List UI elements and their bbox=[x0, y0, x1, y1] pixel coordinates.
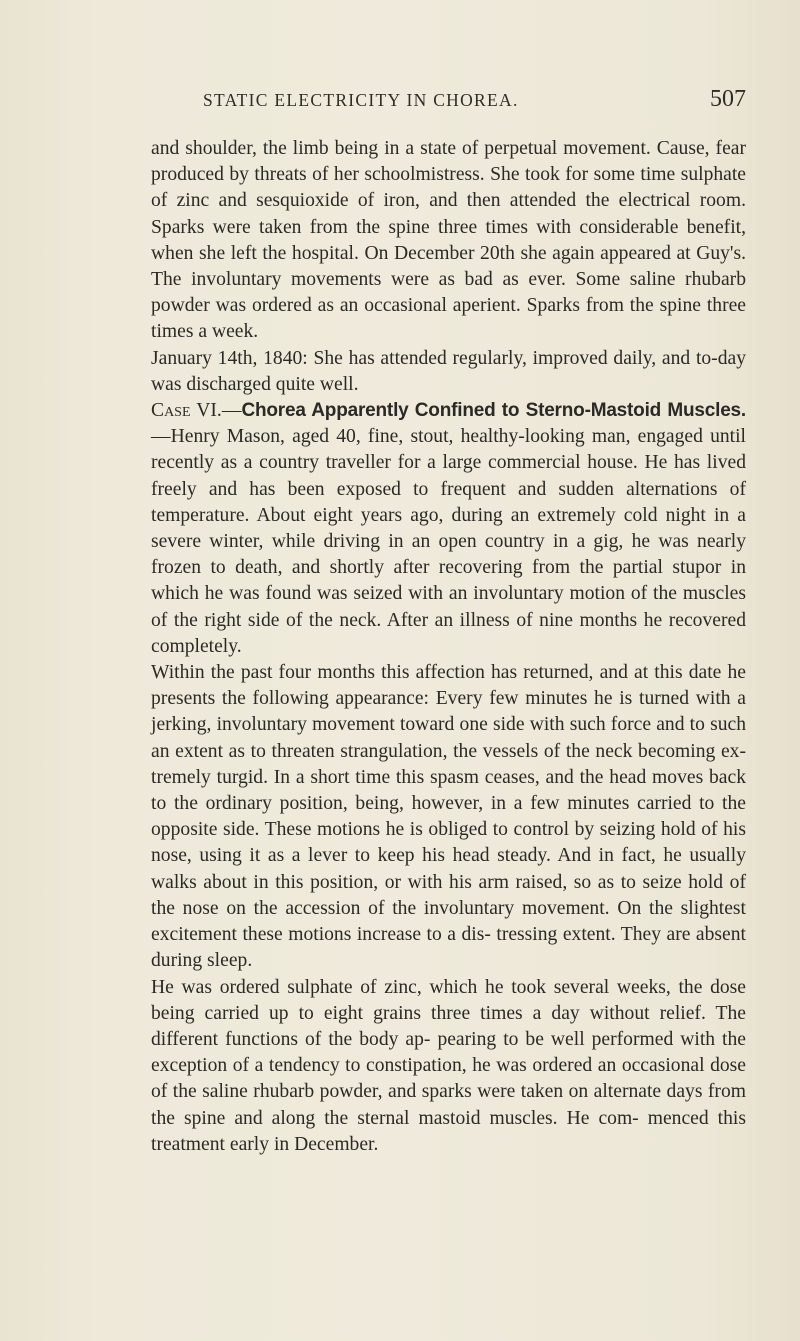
paragraph-4: Within the past four months this affection has returned, and at this date he presents the following appearance: Every few minutes he is turned with a jerking, involuntary movement toward one side with such force and to such an extent as to threaten strangulation, the vessels of the neck becoming ex- tremely turgid. In a short time this spasm ceases, and the head moves back to the ordinary position, being, however, in a few minutes carried to the opposite side. These motions he is obliged to control by seizing hold of his nose, using it as a lever to keep his head steady. And in fact, he usually walks about in this position, or with his arm raised, so as to seize hold of the nose on the accession of the involuntary movement. On the slightest excitement these motions increase to a dis- tressing extent. They are absent during sleep. bbox=[151, 662, 746, 972]
case-dash: — bbox=[221, 400, 242, 422]
body-text bbox=[151, 136, 746, 1158]
paragraph-3 bbox=[151, 398, 746, 660]
paragraph-5: He was ordered sulphate of zinc, which he took several weeks, the dose being carried up to eight grains three times a day without relief. The different functions of the body ap- pearing to be well performed with the exception of a tendency to constipation, he was ordered an occasional dose of the saline rhubarb powder, and sparks were taken on alternate days from the spine and along the sternal mastoid muscles. He com- menced this treatment early in December. bbox=[151, 976, 746, 1155]
paragraph-2: January 14th, 1840: She has attended regularly, improved daily, and to-day was discharged quite well. bbox=[151, 347, 746, 395]
case-text: —Henry Mason, aged 40, fine, stout, healthy-looking man, engaged until recently as a country traveller for a large commercial house. He has lived freely and has been exposed to frequent and sudden alternations of temperature. About eight years ago, during an extremely cold night in a severe winter, while driving in an open country in a gig, he was nearly frozen to death, and shortly after recovering from the partial stupor in which he was found was seized with an involuntary motion of the muscles of the right side of the neck. After an illness of nine months he recovered completely. bbox=[151, 426, 746, 657]
page-number: 507 bbox=[710, 86, 746, 112]
case-label: Case VI. bbox=[151, 400, 222, 422]
case-title: Chorea Apparently Confined to Sterno-Mastoid Muscles. bbox=[241, 400, 747, 422]
page-header bbox=[151, 86, 746, 120]
running-head: STATIC ELECTRICITY IN CHOREA. bbox=[203, 90, 519, 110]
paragraph-1: and shoulder, the limb being in a state of perpetual movement. Cause, fear produced by threats of her schoolmistress. She took for some time sulphate of zinc and sesquioxide of iron, and then attended the electrical room. Sparks were taken from the spine three times with considerable benefit, when she left the hospital. On December 20th she again appeared at Guy's. The involuntary movements were as bad as ever. Some saline rhubarb powder was ordered as an occasional aperient. Sparks from the spine three times a week. bbox=[151, 138, 746, 343]
